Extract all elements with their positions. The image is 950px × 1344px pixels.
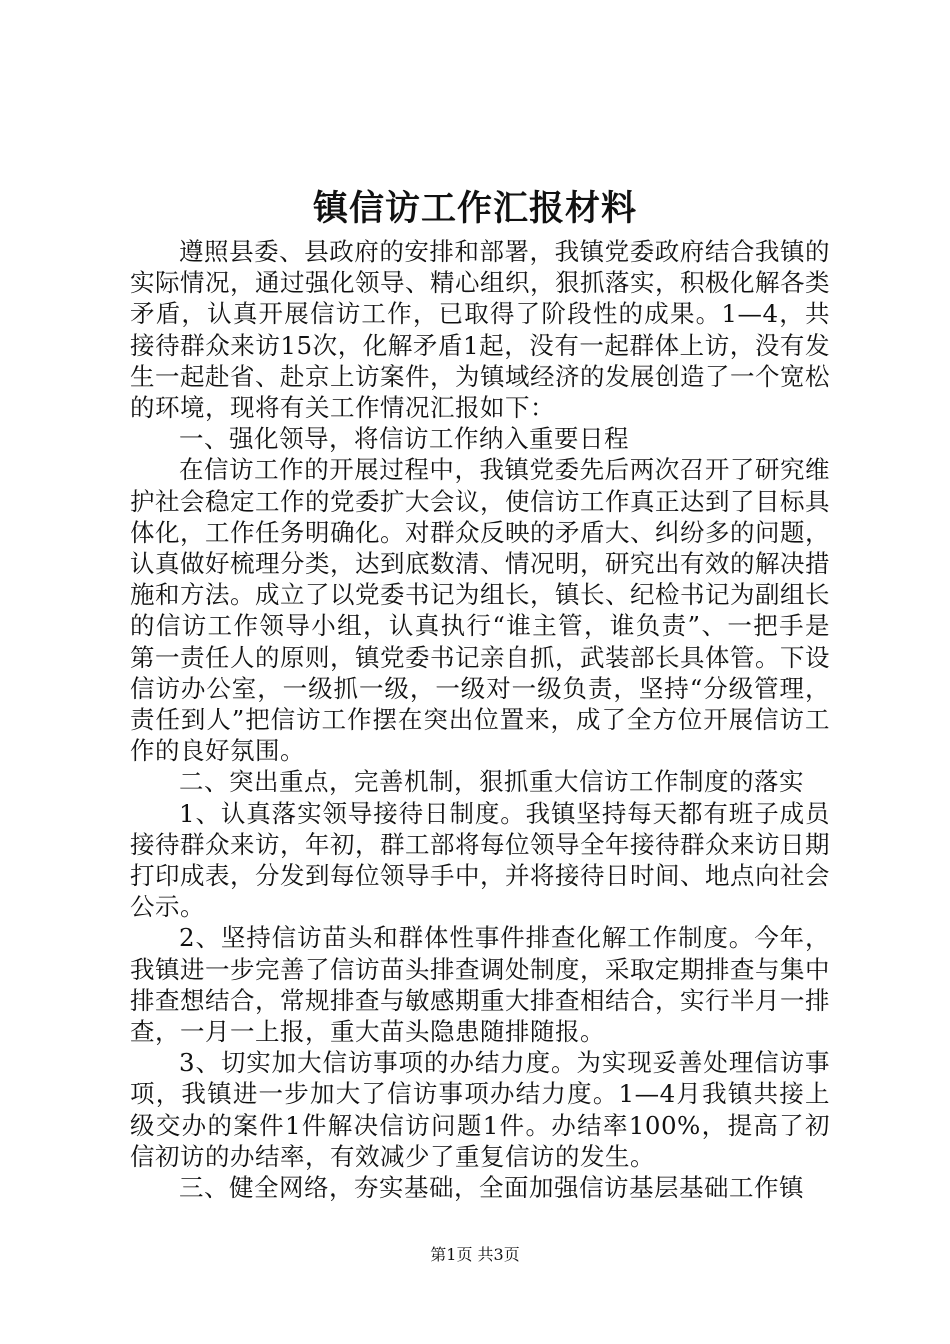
document-title: 镇信访工作汇报材料: [312, 189, 637, 229]
section-heading-1: 一、强化领导，将信访工作纳入重要日程: [179, 424, 629, 454]
page-footer: 第1页 共3页: [430, 1245, 520, 1264]
section-heading-3: 三、健全网络，夯实基础，全面加强信访基层基础工作镇: [179, 1173, 804, 1203]
document-body: [130, 236, 830, 1203]
paragraph-item-3: 3、切实加大信访事项的办结力度。为实现妥善处理信访事项，我镇进一步加大了信访事项办结力度。1—4月我镇共接上级交办的案件1件解决信访问题1件。办结率100%，提高了初信初访的办结率，有效减少了重复信访的发生。: [130, 1048, 830, 1171]
paragraph-item-2: 2、坚持信访苗头和群体性事件排查化解工作制度。今年，我镇进一步完善了信访苗头排查调处制度，采取定期排查与集中排查想结合，常规排查与敏感期重大排查相结合，实行半月一排查，一月一上报，重大苗头隐患随排随报。: [130, 923, 830, 1047]
paragraph-section-1: 在信访工作的开展过程中，我镇党委先后两次召开了研究维护社会稳定工作的党委扩大会议，使信访工作真正达到了目标具体化，工作任务明确化。对群众反映的矛盾大、纠纷多的问题，认真做好梳理分类，达到底数清、情况明，研究出有效的解决措施和方法。成立了以党委书记为组长，镇长、纪检书记为副组长的信访工作领导小组，认真执行“谁主管，谁负责”、一把手是第一责任人的原则，镇党委书记亲自抓，武装部长具体管。下设信访办公室，一级抓一级，一级对一级负责，坚持“分级管理，责任到人”把信访工作摆在突出位置来，成了全方位开展信访工作的良好氛围。: [130, 455, 830, 766]
paragraph-item-1: 1、认真落实领导接待日制度。我镇坚持每天都有班子成员接待群众来访，年初，群工部将每位领导全年接待群众来访日期打印成表，分发到每位领导手中，并将接待日时间、地点向社会公示。: [130, 798, 830, 922]
paragraph-intro: 遵照县委、县政府的安排和部署，我镇党委政府结合我镇的实际情况，通过强化领导、精心组织，狠抓落实，积极化解各类矛盾，认真开展信访工作，已取得了阶段性的成果。1—4，共接待群众来访15次，化解矛盾1起，没有一起群体上访，没有发生一起赴省、赴京上访案件，为镇域经济的发展创造了一个宽松的环境，现将有关工作情况汇报如下：: [130, 237, 830, 423]
section-heading-2: 二、突出重点，完善机制，狠抓重大信访工作制度的落实: [179, 767, 804, 797]
